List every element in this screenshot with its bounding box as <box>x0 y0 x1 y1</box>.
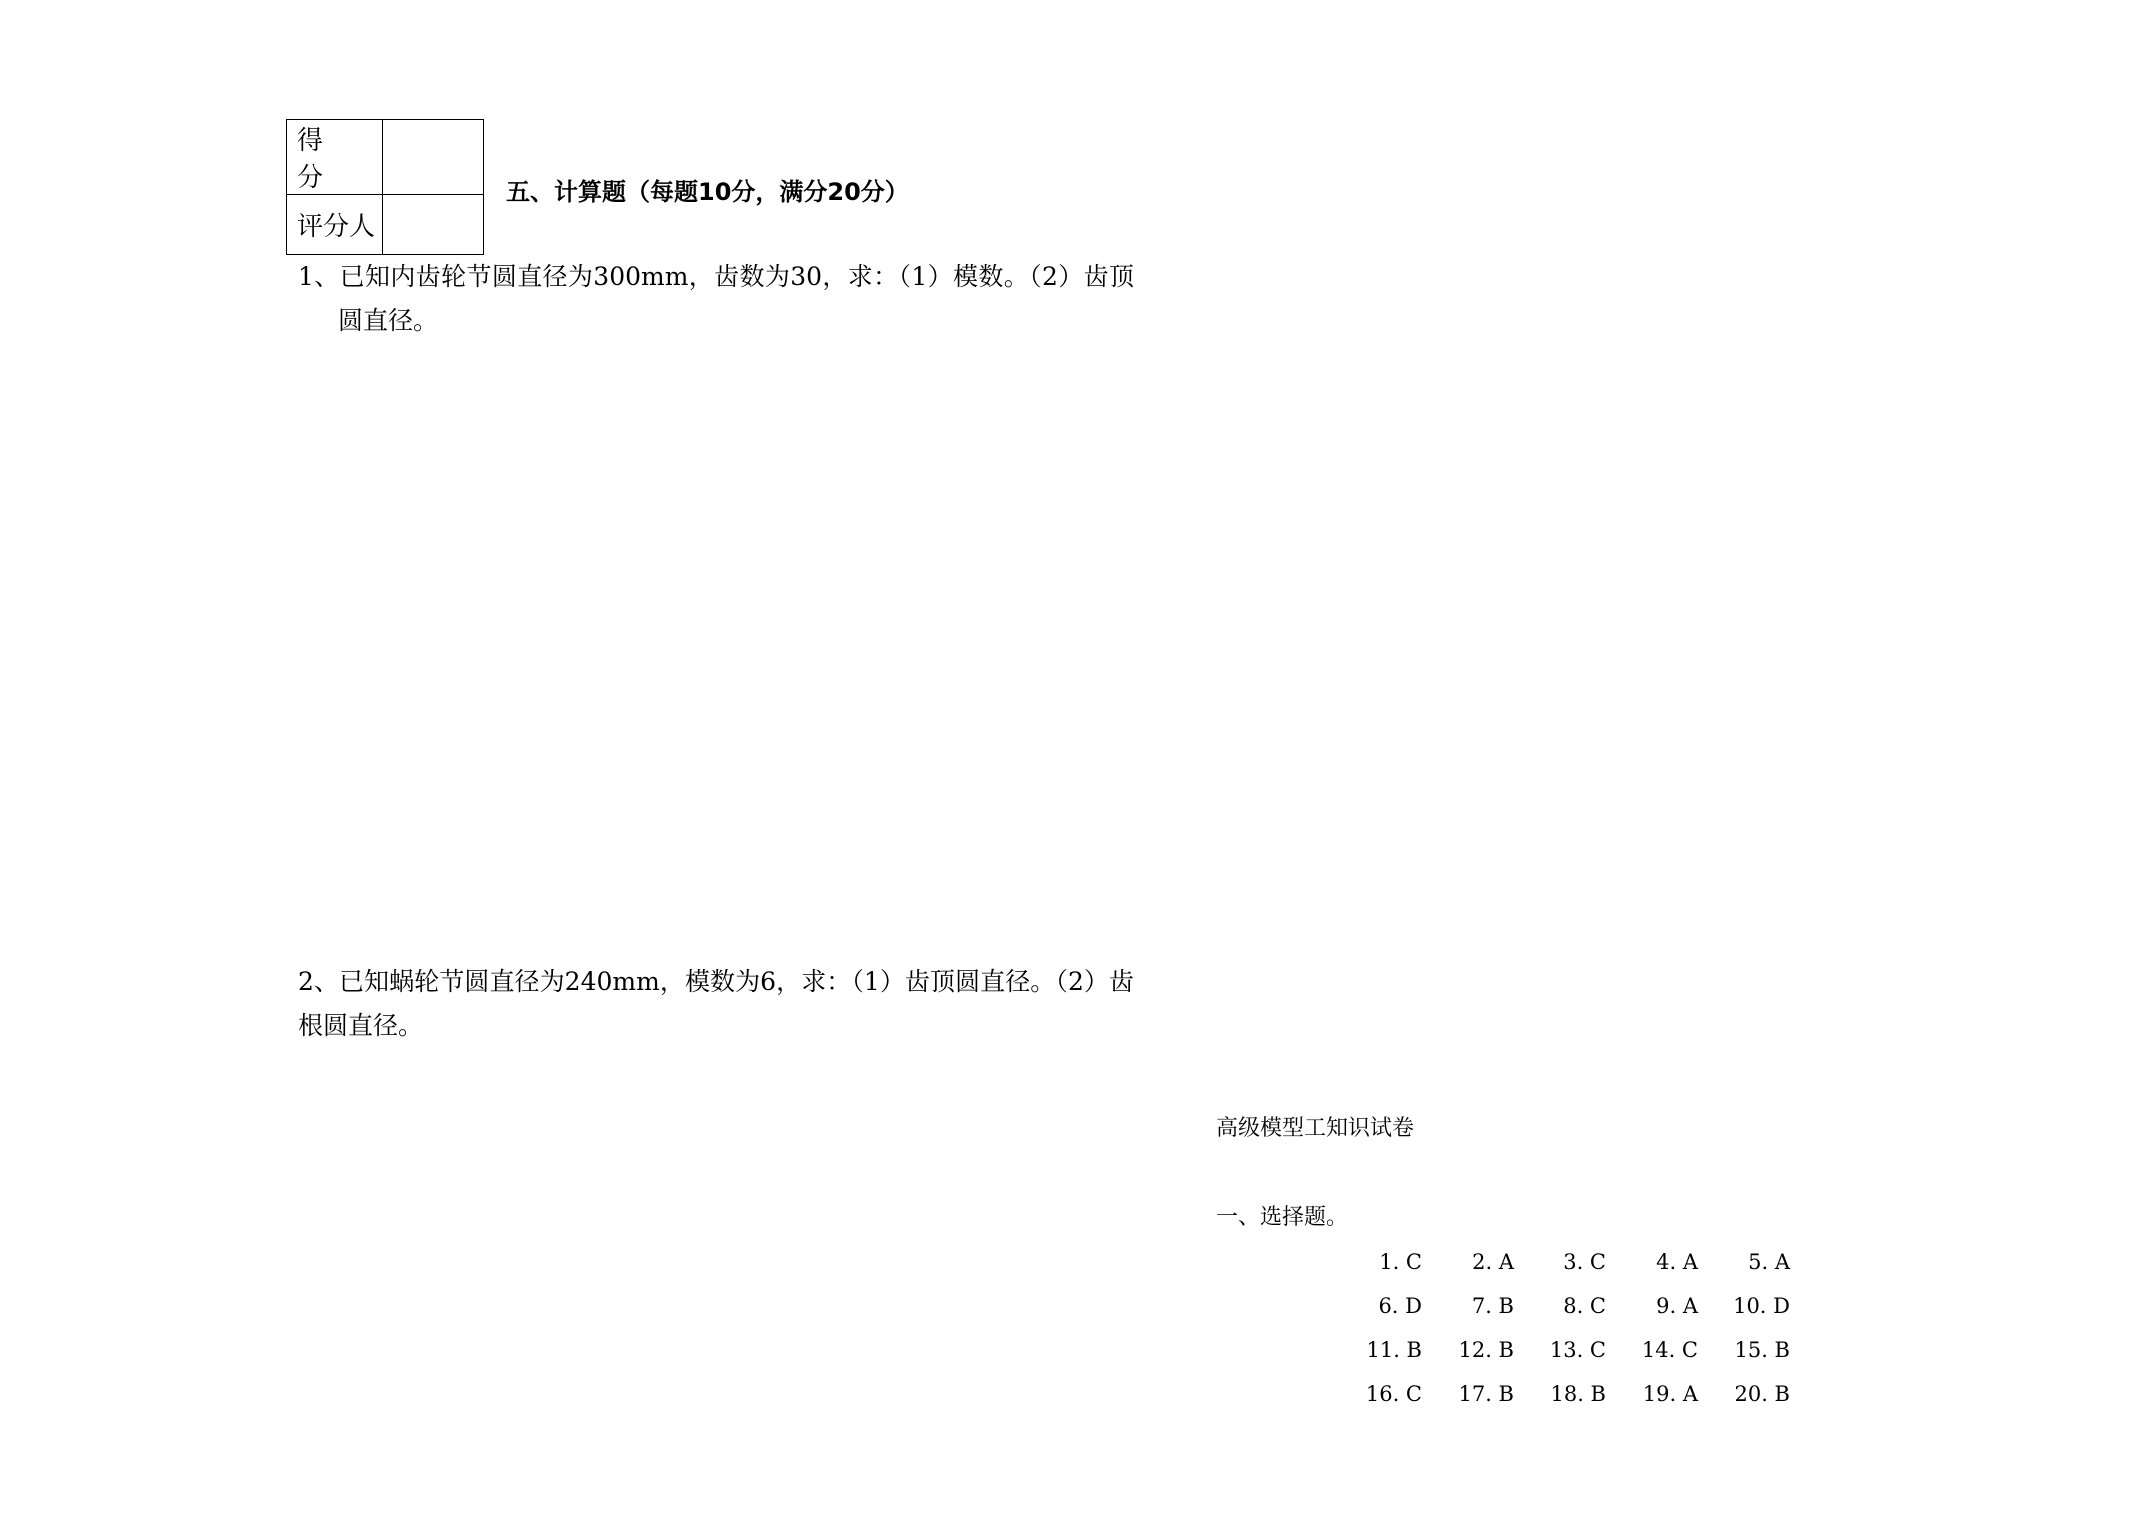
answer-section-label: 一、选择题。 <box>1216 1205 1349 1230</box>
answer-item: 8. C <box>1563 1294 1606 1318</box>
answer-item: 19. A <box>1642 1382 1698 1406</box>
answer-item: 16. C <box>1365 1382 1422 1406</box>
answer-item: 3. C <box>1563 1250 1606 1274</box>
answer-item: 4. A <box>1656 1250 1698 1274</box>
answer-item: 18. B <box>1550 1382 1606 1406</box>
grader-value-cell[interactable] <box>383 195 484 255</box>
score-value-cell[interactable] <box>383 120 484 195</box>
answer-item: 13. C <box>1549 1338 1606 1362</box>
answer-item: 1. C <box>1379 1250 1422 1274</box>
question-2: 2、已知蜗轮节圆直径为240mm，模数为6，求：（1）齿顶圆直径。（2）齿根圆直径。 <box>298 967 1134 1040</box>
grader-row <box>287 195 484 255</box>
score-table <box>286 119 484 255</box>
answer-grid <box>1330 1240 1790 1416</box>
answer-item: 14. C <box>1641 1338 1698 1362</box>
score-row <box>287 120 484 195</box>
answer-item: 12. B <box>1458 1338 1514 1362</box>
answer-item: 15. B <box>1734 1338 1790 1362</box>
answer-item: 2. A <box>1472 1250 1514 1274</box>
answer-item: 9. A <box>1656 1294 1698 1318</box>
answer-item: 11. B <box>1366 1338 1422 1362</box>
answer-item: 5. A <box>1748 1250 1790 1274</box>
answer-item: 20. B <box>1734 1382 1790 1406</box>
answer-item: 6. D <box>1378 1294 1422 1318</box>
score-label: 得分 <box>287 120 383 195</box>
question-1: 1、已知内齿轮节圆直径为300mm，齿数为30，求：（1）模数。（2）齿顶圆直径。 <box>298 262 1134 335</box>
section-title: 五、计算题（每题10分，满分20分） <box>506 178 909 206</box>
grader-label: 评分人 <box>287 195 383 255</box>
answer-item: 10. D <box>1733 1294 1790 1318</box>
answer-key-title: 高级模型工知识试卷 <box>1216 1116 1415 1141</box>
answer-item: 7. B <box>1471 1294 1514 1318</box>
answer-item: 17. B <box>1458 1382 1514 1406</box>
